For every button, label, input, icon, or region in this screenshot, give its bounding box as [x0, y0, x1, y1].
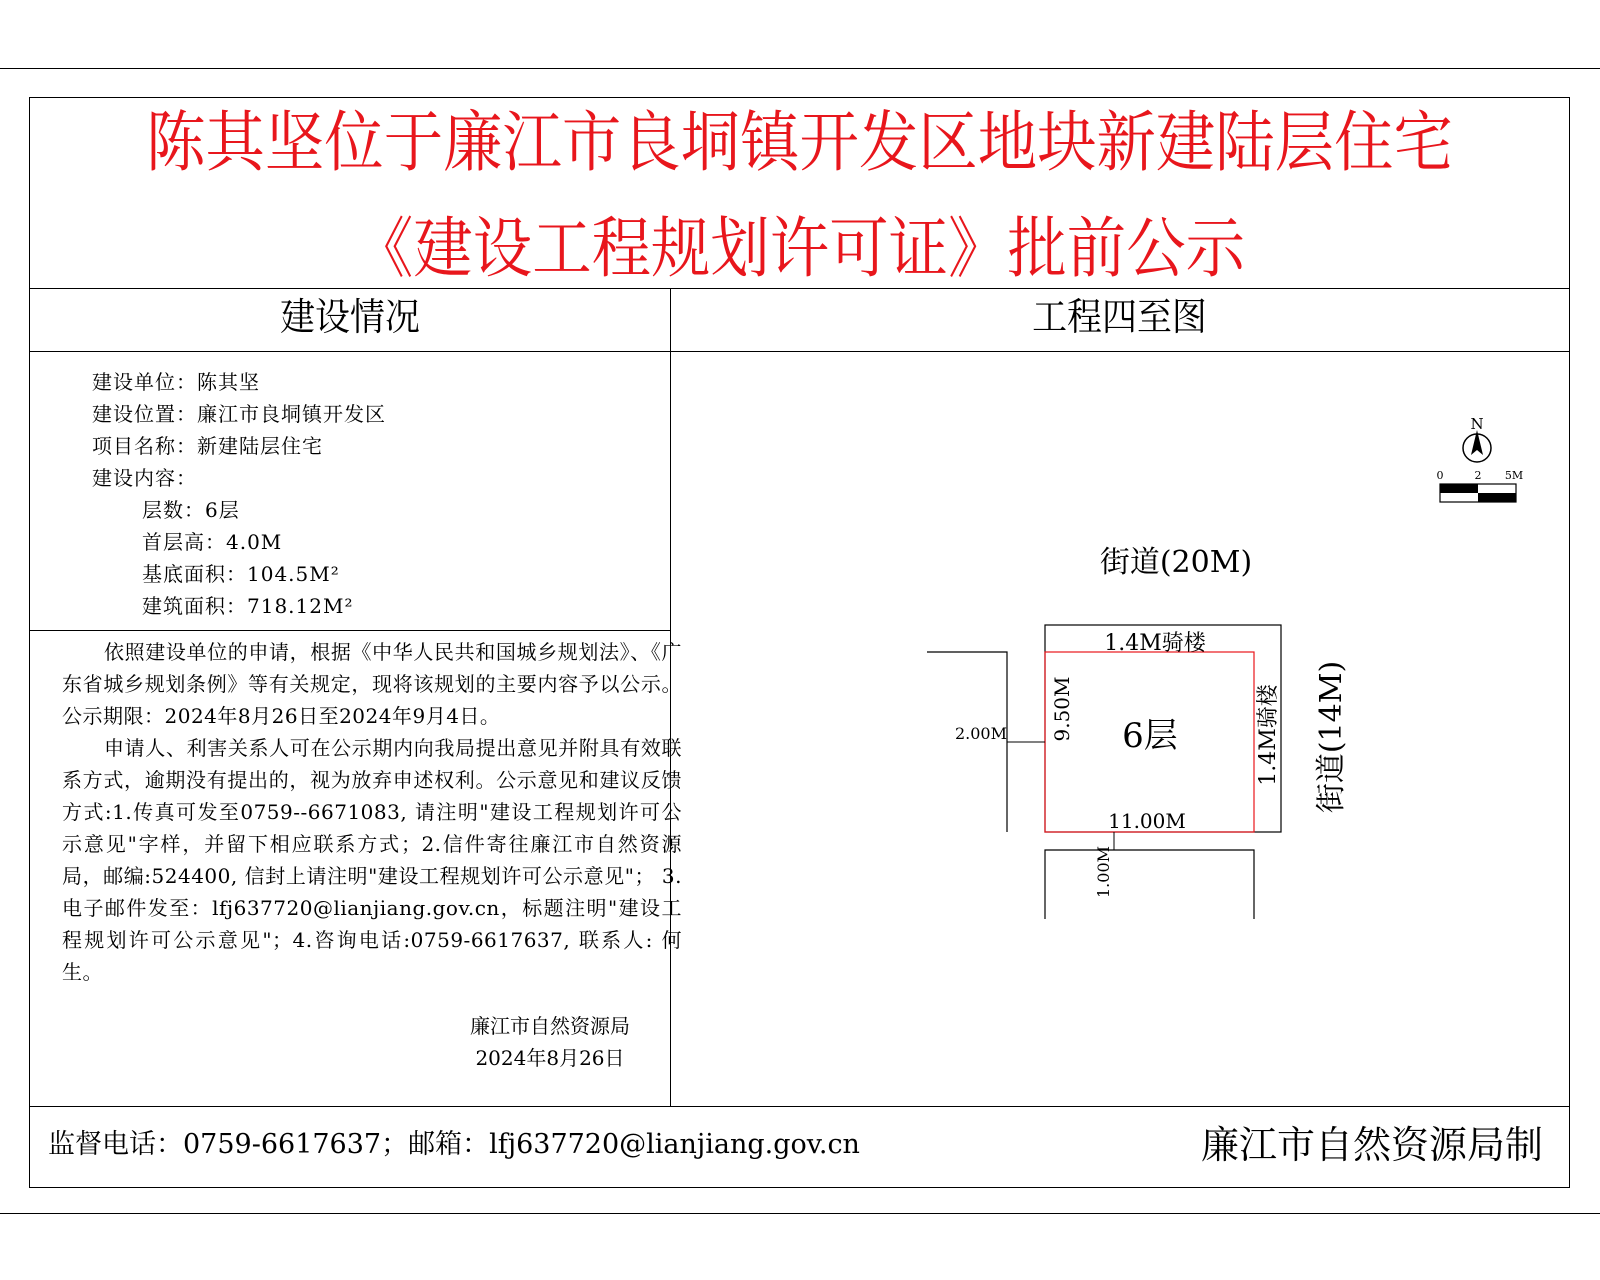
divider-footer [30, 1106, 1569, 1107]
footer-contact: 监督电话：0759-6617637；邮箱：lfj637720@lianjiang.gov.cn [48, 1129, 860, 1160]
notice-paragraph-1: 依照建设单位的申请，根据《中华人民共和国城乡规划法》、《广东省城乡规划条例》等有关规定，现将该规划的主要内容予以公示。公示期限：2024年8月26日至2024年9月4日。 [62, 640, 682, 728]
signature-org: 廉江市自然资源局 [470, 1014, 630, 1038]
info-floors: 层数：6层 [142, 498, 240, 522]
scale-label-2: 2 [1474, 469, 1482, 482]
info-location: 建设位置：廉江市良垌镇开发区 [92, 402, 386, 426]
neighbor-bottom [1045, 850, 1254, 919]
depth-label: 9.50M [1050, 676, 1074, 742]
site-plan-map [671, 352, 1569, 1105]
info-building-area: 建筑面积：718.12M² [142, 594, 354, 618]
top-setback-label: 1.4M骑楼 [1104, 631, 1206, 656]
info-first-floor-height: 首层高：4.0M [142, 530, 283, 554]
notice-paragraph-2: 申请人、利害关系人可在公示期内向我局提出意见并附具有效联系方式，逾期没有提出的，视为放弃申述权利。公示意见和建议反馈方式:1.传真可发至0759--6671083, 请注明"建设工程规划许可公示意见"字样，并留下相应联系方式；2.信件寄往廉江市自然资源局，邮编:524400, 信封上请注明"建设工程规划许可公示意见"； 3.电子邮件发至：lfj637720@lianjiang.gov.cn，标题注明"建设工程规划许可公示意见"；4.咨询电话:0759-6617637, 联系人: 何生。 [62, 736, 682, 984]
info-unit: 建设单位：陈其坚 [92, 370, 260, 394]
signature-date: 2024年8月26日 [475, 1046, 625, 1070]
left-dim-label: 2.00M [954, 724, 1008, 743]
footer-issuer: 廉江市自然资源局制 [1200, 1123, 1543, 1167]
construction-info [92, 366, 386, 622]
notice-body [62, 636, 682, 988]
scale-label-5: 5M [1504, 469, 1524, 482]
title-line-2: 《建设工程规划许可证》批前公示 [354, 210, 1245, 287]
bottom-dim-label: 1.00M [1094, 845, 1113, 899]
info-base-area: 基底面积：104.5M² [142, 562, 340, 586]
floors-label: 6层 [1122, 716, 1178, 756]
divider-title [30, 288, 1569, 289]
north-arrow-icon [1463, 430, 1491, 462]
right-setback-label: 1.4M骑楼 [1256, 684, 1281, 786]
info-project: 项目名称：新建陆层住宅 [92, 434, 323, 458]
scale-bar [1440, 484, 1516, 502]
info-content-label: 建设内容： [92, 466, 197, 490]
divider-info [30, 630, 670, 631]
site-map-heading: 工程四至图 [1032, 295, 1207, 339]
construction-heading: 建设情况 [280, 295, 420, 339]
east-road-label: 街道(14M) [1314, 660, 1349, 814]
title-line-1: 陈其坚位于廉江市良垌镇开发区地块新建陆层住宅 [146, 104, 1453, 181]
scale-label-0: 0 [1436, 469, 1444, 482]
width-label: 11.00M [1108, 809, 1186, 833]
north-road-label: 街道(20M) [1099, 545, 1253, 580]
notice-frame [29, 97, 1570, 1188]
north-label: N [1470, 415, 1484, 433]
signature-block [450, 1010, 650, 1074]
